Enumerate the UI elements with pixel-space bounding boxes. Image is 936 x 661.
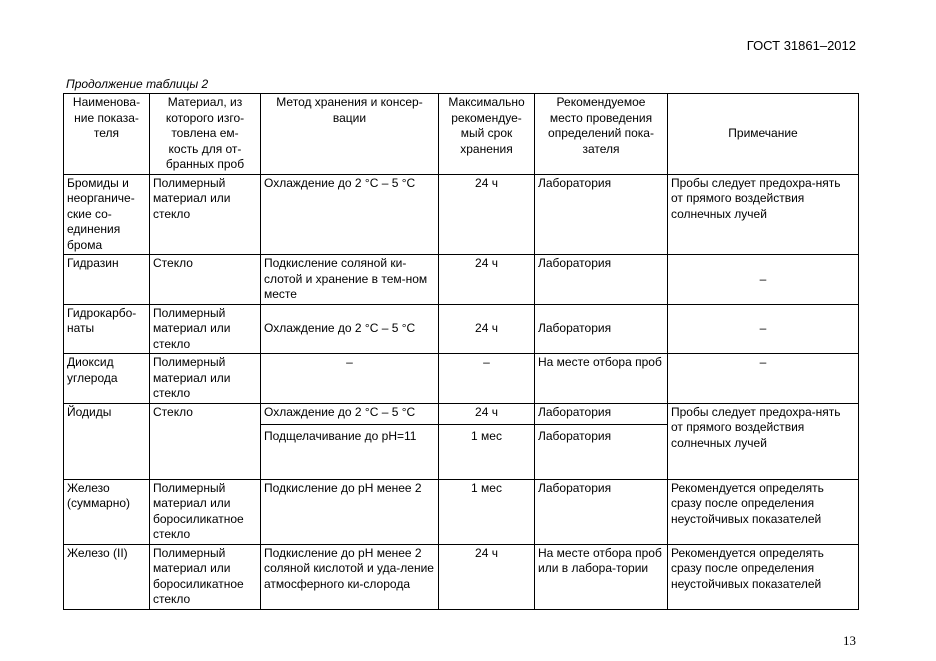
table-row: [64, 354, 859, 404]
cell-term: 24 ч: [439, 174, 535, 255]
cell-name: Гидразин: [64, 255, 150, 305]
divider: [439, 424, 534, 425]
cell-term: –: [439, 354, 535, 404]
table-row: [64, 255, 859, 305]
page-number: 13: [843, 633, 856, 648]
cell-place: Лаборатория: [535, 174, 668, 255]
cell-place: Лаборатория: [535, 479, 668, 544]
cell-place: Лаборатория: [535, 255, 668, 305]
cell-term: 24 ч: [439, 544, 535, 609]
cell-method: Подкисление до рН менее 2: [261, 479, 439, 544]
method-primary: Охлаждение до 2 °С – 5 °С: [264, 404, 416, 419]
cell-term: [439, 403, 535, 479]
table-row: [64, 403, 859, 479]
cell-method: Подкисление до рН менее 2 соляной кислотой и уда-ление атмосферного ки-слорода: [261, 544, 439, 609]
header-term: Максимально рекомендуе- мый срок хранения: [439, 94, 535, 175]
divider: [535, 424, 667, 425]
table-caption: Продолжение таблицы 2: [66, 77, 209, 91]
cell-material: Полимерный материал или боросиликатное стекло: [150, 544, 261, 609]
cell-note: Пробы следует предохра-нять от прямого воздействия солнечных лучей: [668, 174, 859, 255]
cell-place: На месте отбора проб или в лабора-тории: [535, 544, 668, 609]
cell-term: 24 ч: [439, 304, 535, 354]
cell-material: Полимерный материал или стекло: [150, 354, 261, 404]
place-primary: Лаборатория: [538, 404, 612, 419]
cell-place: На месте отбора проб: [535, 354, 668, 404]
cell-material: Полимерный материал или боросиликатное стекло: [150, 479, 261, 544]
header-indicator: Наименова- ние показа- теля: [64, 94, 150, 175]
divider: [261, 424, 438, 425]
cell-term: 24 ч: [439, 255, 535, 305]
header-note: Примечание: [668, 94, 859, 175]
cell-name: Железо (суммарно): [64, 479, 150, 544]
method-secondary: Подщелачивание до рН=11: [264, 429, 417, 443]
cell-name: Бромиды и неорганиче-ские со-единения брома: [64, 174, 150, 255]
cell-name: Гидрокарбо-наты: [64, 304, 150, 354]
place-secondary: Лаборатория: [538, 429, 612, 443]
table-row: [64, 304, 859, 354]
cell-place: Лаборатория: [535, 304, 668, 354]
table-row: [64, 174, 859, 255]
cell-name: Йодиды: [64, 403, 150, 479]
cell-method: Подкисление соляной ки-слотой и хранение в тем-ном месте: [261, 255, 439, 305]
header-method: Метод хранения и консер- вации: [261, 94, 439, 175]
header-material: Материал, из которого изго- товлена ем- кость для от- бранных проб: [150, 94, 261, 175]
cell-note: –: [668, 354, 859, 404]
table-row: [64, 479, 859, 544]
cell-method: Охлаждение до 2 °С – 5 °С: [261, 304, 439, 354]
document-code: ГОСТ 31861–2012: [746, 38, 856, 53]
cell-name: Железо (II): [64, 544, 150, 609]
term-primary: 24 ч: [475, 404, 498, 419]
cell-note: Рекомендуется определять сразу после определения неустойчивых показателей: [668, 479, 859, 544]
cell-material: Стекло: [150, 255, 261, 305]
table-row: [64, 544, 859, 609]
term-secondary: 1 мес: [471, 429, 502, 443]
cell-term: 1 мес: [439, 479, 535, 544]
cell-method: –: [261, 354, 439, 404]
table-header-row: [64, 94, 859, 175]
cell-method: Охлаждение до 2 °С – 5 °С: [261, 174, 439, 255]
cell-place: [535, 403, 668, 479]
header-place: Рекомендуемое место проведения определений пока- зателя: [535, 94, 668, 175]
cell-method: [261, 403, 439, 479]
cell-note: –: [668, 255, 859, 305]
cell-note: Пробы следует предохра-нять от прямого воздействия солнечных лучей: [668, 403, 859, 479]
cell-material: Полимерный материал или стекло: [150, 304, 261, 354]
cell-material: Стекло: [150, 403, 261, 479]
cell-note: –: [668, 304, 859, 354]
cell-note: Рекомендуется определять сразу после определения неустойчивых показателей: [668, 544, 859, 609]
storage-table: [63, 93, 859, 610]
cell-material: Полимерный материал или стекло: [150, 174, 261, 255]
cell-name: Диоксид углерода: [64, 354, 150, 404]
